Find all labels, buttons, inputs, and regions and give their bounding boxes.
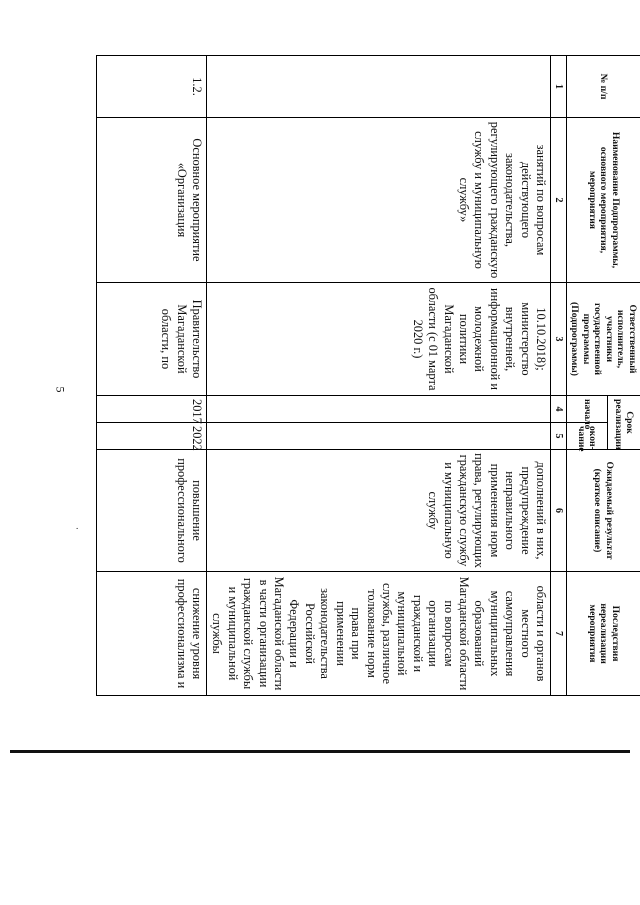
- cell-consequences: области и органов местного самоуправления муниципальных образований Магаданской области по вопросам организации гражданской и муниципальной службы, различное толкование норм права при применении законодательства Российской Федерации и Магаданской области в части организации гражданской службы и муниципальной службы: [207, 572, 551, 696]
- measures-table: [96, 55, 640, 696]
- cell-responsible: Правительство Магаданской области, по: [97, 283, 207, 396]
- cell-start: [207, 396, 551, 423]
- col-number: 6: [551, 450, 567, 572]
- col-number: 2: [551, 118, 567, 283]
- header-consequences: Последствия нереализации мероприятия: [567, 572, 640, 696]
- cell-expected: повышение профессионального: [97, 450, 207, 572]
- cell-expected: дополнений в них, предупреждение неправильного применения норм права, регулирующих гражданскую службу и муниципальную службу: [207, 450, 551, 572]
- rotated-table-container: [108, 55, 640, 695]
- cell-name: Основное мероприятие «Организация: [97, 118, 207, 283]
- header-num: № п/п: [567, 56, 640, 118]
- cell-num: [207, 56, 551, 118]
- col-number: 1: [551, 56, 567, 118]
- col-number: 3: [551, 283, 567, 396]
- col-number: 5: [551, 423, 567, 450]
- cell-name: занятий по вопросам действующего законодательства, регулирующего гражданскую службу и муниципальную службу»: [207, 118, 551, 283]
- header-end: окон-чание: [567, 423, 608, 450]
- cell-end: [207, 423, 551, 450]
- header-period: Срок реализации: [607, 396, 640, 450]
- col-number: 7: [551, 572, 567, 696]
- cell-end: 2022: [97, 423, 207, 450]
- col-number: 4: [551, 396, 567, 423]
- header-start: начало: [567, 396, 608, 423]
- page-bottom-rule: [10, 750, 630, 753]
- header-responsible: Ответственный исполнитель, участники государственной программы (Подпрограммы): [567, 283, 640, 396]
- table-row: [207, 56, 551, 696]
- cell-num: 1.2.: [97, 56, 207, 118]
- scan-dot: .: [76, 521, 79, 531]
- table-row: [97, 56, 207, 696]
- header-expected: Ожидаемый результат (краткое описание): [567, 450, 640, 572]
- page-number: 5: [53, 386, 68, 393]
- cell-start: 2017: [97, 396, 207, 423]
- cell-consequences: снижение уровня профессионализма и: [97, 572, 207, 696]
- cell-responsible: 10.10.2018); министерство внутренней, информационной и молодежной политики Магаданской области (с 01 марта 2020 г.): [207, 283, 551, 396]
- header-name: Наименование Подпрограммы, основного мероприятия, мероприятия: [567, 118, 640, 283]
